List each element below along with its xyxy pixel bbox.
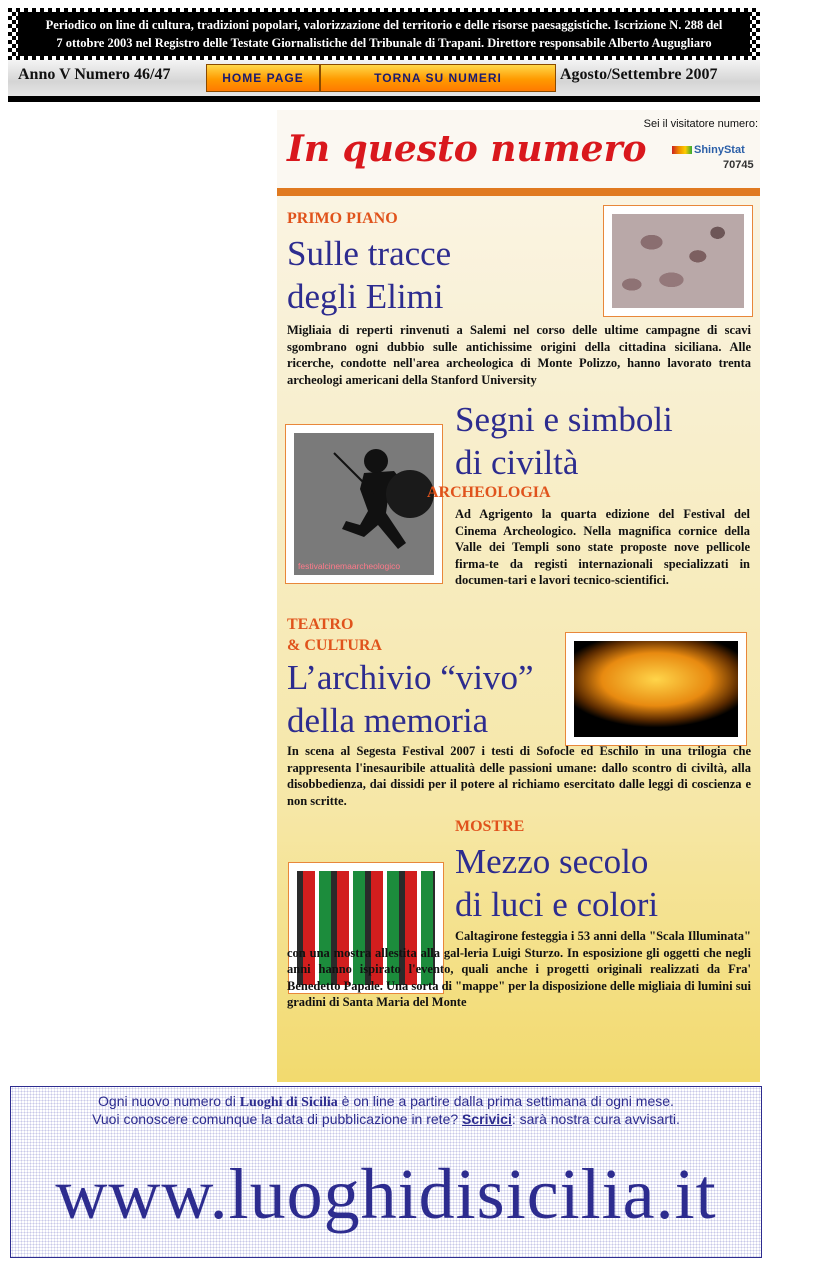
contents-header [277,110,760,188]
article-3-kicker [287,614,382,656]
article-2-title-line-2: di civiltà [455,443,579,482]
navigation-bar [8,60,760,102]
article-4-title[interactable] [455,840,658,926]
article-2-image[interactable] [285,424,443,584]
contact-link[interactable]: Scrivici [462,1111,512,1127]
site-url[interactable]: www.luoghidisicilia.it [55,1154,717,1234]
article-1-title-line-1: Sulle tracce [287,234,452,273]
article-3-kicker-line-2: & CULTURA [287,637,382,654]
home-page-button[interactable]: HOME PAGE [206,64,320,92]
stone-fragments-photo [612,214,744,308]
article-2-summary: Ad Agrigento la quarta edizione del Festival del Cinema Archeologico. Nella magnifica cornice della Valle dei Templi sono state proposte nove pellicole firma-te da registi internazionali specializzati in documen-tari e lavori tecnico-scientifici. [455,507,750,587]
article-3-title-line-2: della memoria [287,701,489,740]
visitor-count: 70745 [723,159,754,171]
back-to-issues-button[interactable]: TORNA SU NUMERI [320,64,556,92]
footer-brand: Luoghi di Sicilia [239,1095,338,1110]
masthead-line-1: Periodico on line di cultura, tradizioni popolari, valorizzazione del territorio e delle risorse paesaggistiche. Iscrizione N. 288 del [45,18,723,32]
festival-caption: festivalcinemaarcheologico [298,561,401,571]
article-2-kicker: ARCHEOLOGIA [427,484,551,501]
warrior-silhouette-icon [294,433,434,575]
article-3-title-line-1: L’archivio “vivo” [287,658,534,697]
article-1-kicker: PRIMO PIANO [287,210,398,227]
issue-date: Agosto/Settembre 2007 [560,66,718,83]
footer-panel [10,1086,762,1258]
footer-notice [11,1093,761,1128]
article-2-title[interactable] [455,398,673,484]
festival-poster-photo [294,433,434,575]
masthead-text [18,12,750,56]
theatre-crowd-photo [574,641,738,737]
article-1-title-line-2: degli Elimi [287,277,444,316]
footer-text-suffix: è on line a partire dalla prima settimana di ogni mese. [341,1093,674,1109]
footer-text-prefix: Ogni nuovo numero di [98,1093,236,1109]
article-1-title[interactable] [287,232,451,318]
header-divider [277,188,760,196]
visitor-counter-label: Sei il visitatore numero: [643,118,758,130]
article-4-summary: Caltagirone festeggia i 53 anni della "Scala Illuminata" con una mostra allestita alla gal-leria Luigi Sturzo. In esposizione gli oggetti che negli anni hanno ispirato l'evento, quali anche i progetti originali realizzati da Fra' Benedetto Papale. Una sorta di "mappe" per la disposizione delle migliaia di lumini sui gradini di Santa Maria del Monte [287,929,751,1009]
masthead-line-2: 7 ottobre 2003 nel Registro delle Testate Giornalistiche del Tribunale di Trapani. Direttore responsabile Alberto Augugliaro [56,36,712,50]
article-3-summary: In scena al Segesta Festival 2007 i testi di Sofocle ed Eschilo in una trilogia che rappresenta l'inesauribile attualità delle passioni umane: dallo scontro di civiltà, alla disobbedienza, dai dissidi per il potere al richiamo esercitato dalle leggi di coscienza e non scritte. [287,744,751,808]
issue-number: Anno V Numero 46/47 [18,66,171,83]
article-2-title-line-1: Segni e simboli [455,400,673,439]
article-3-kicker-line-1: TEATRO [287,616,354,633]
masthead-banner [8,8,760,60]
article-3-image[interactable] [565,632,747,746]
footer-line2-suffix: : sarà nostra cura avvisarti. [511,1111,680,1127]
article-1-summary: Migliaia di reperti rinvenuti a Salemi nel corso delle ultime campagne di scavi sgombrano ogni dubbio sulle antichissime origini della cittadina siciliana. Alle ricerche, condotte nell'area archeologica di Monte Polizzo, hanno lavorato trenta archeologi americani della Stanford University [287,323,751,387]
footer-line2-prefix: Vuoi conoscere comunque la data di pubblicazione in rete? [92,1111,459,1127]
shinystat-logo-icon [672,146,692,154]
shinystat-badge[interactable] [672,144,745,156]
issue-contents-column [277,110,760,1082]
page-title: In questo numero [287,128,647,170]
article-4-title-line-2: di luci e colori [455,885,659,924]
article-4-title-line-1: Mezzo secolo [455,842,649,881]
shinystat-brand: ShinyStat [694,144,745,156]
article-1-image[interactable] [603,205,753,317]
article-4-kicker: MOSTRE [455,818,525,835]
article-3-title[interactable] [287,656,534,742]
